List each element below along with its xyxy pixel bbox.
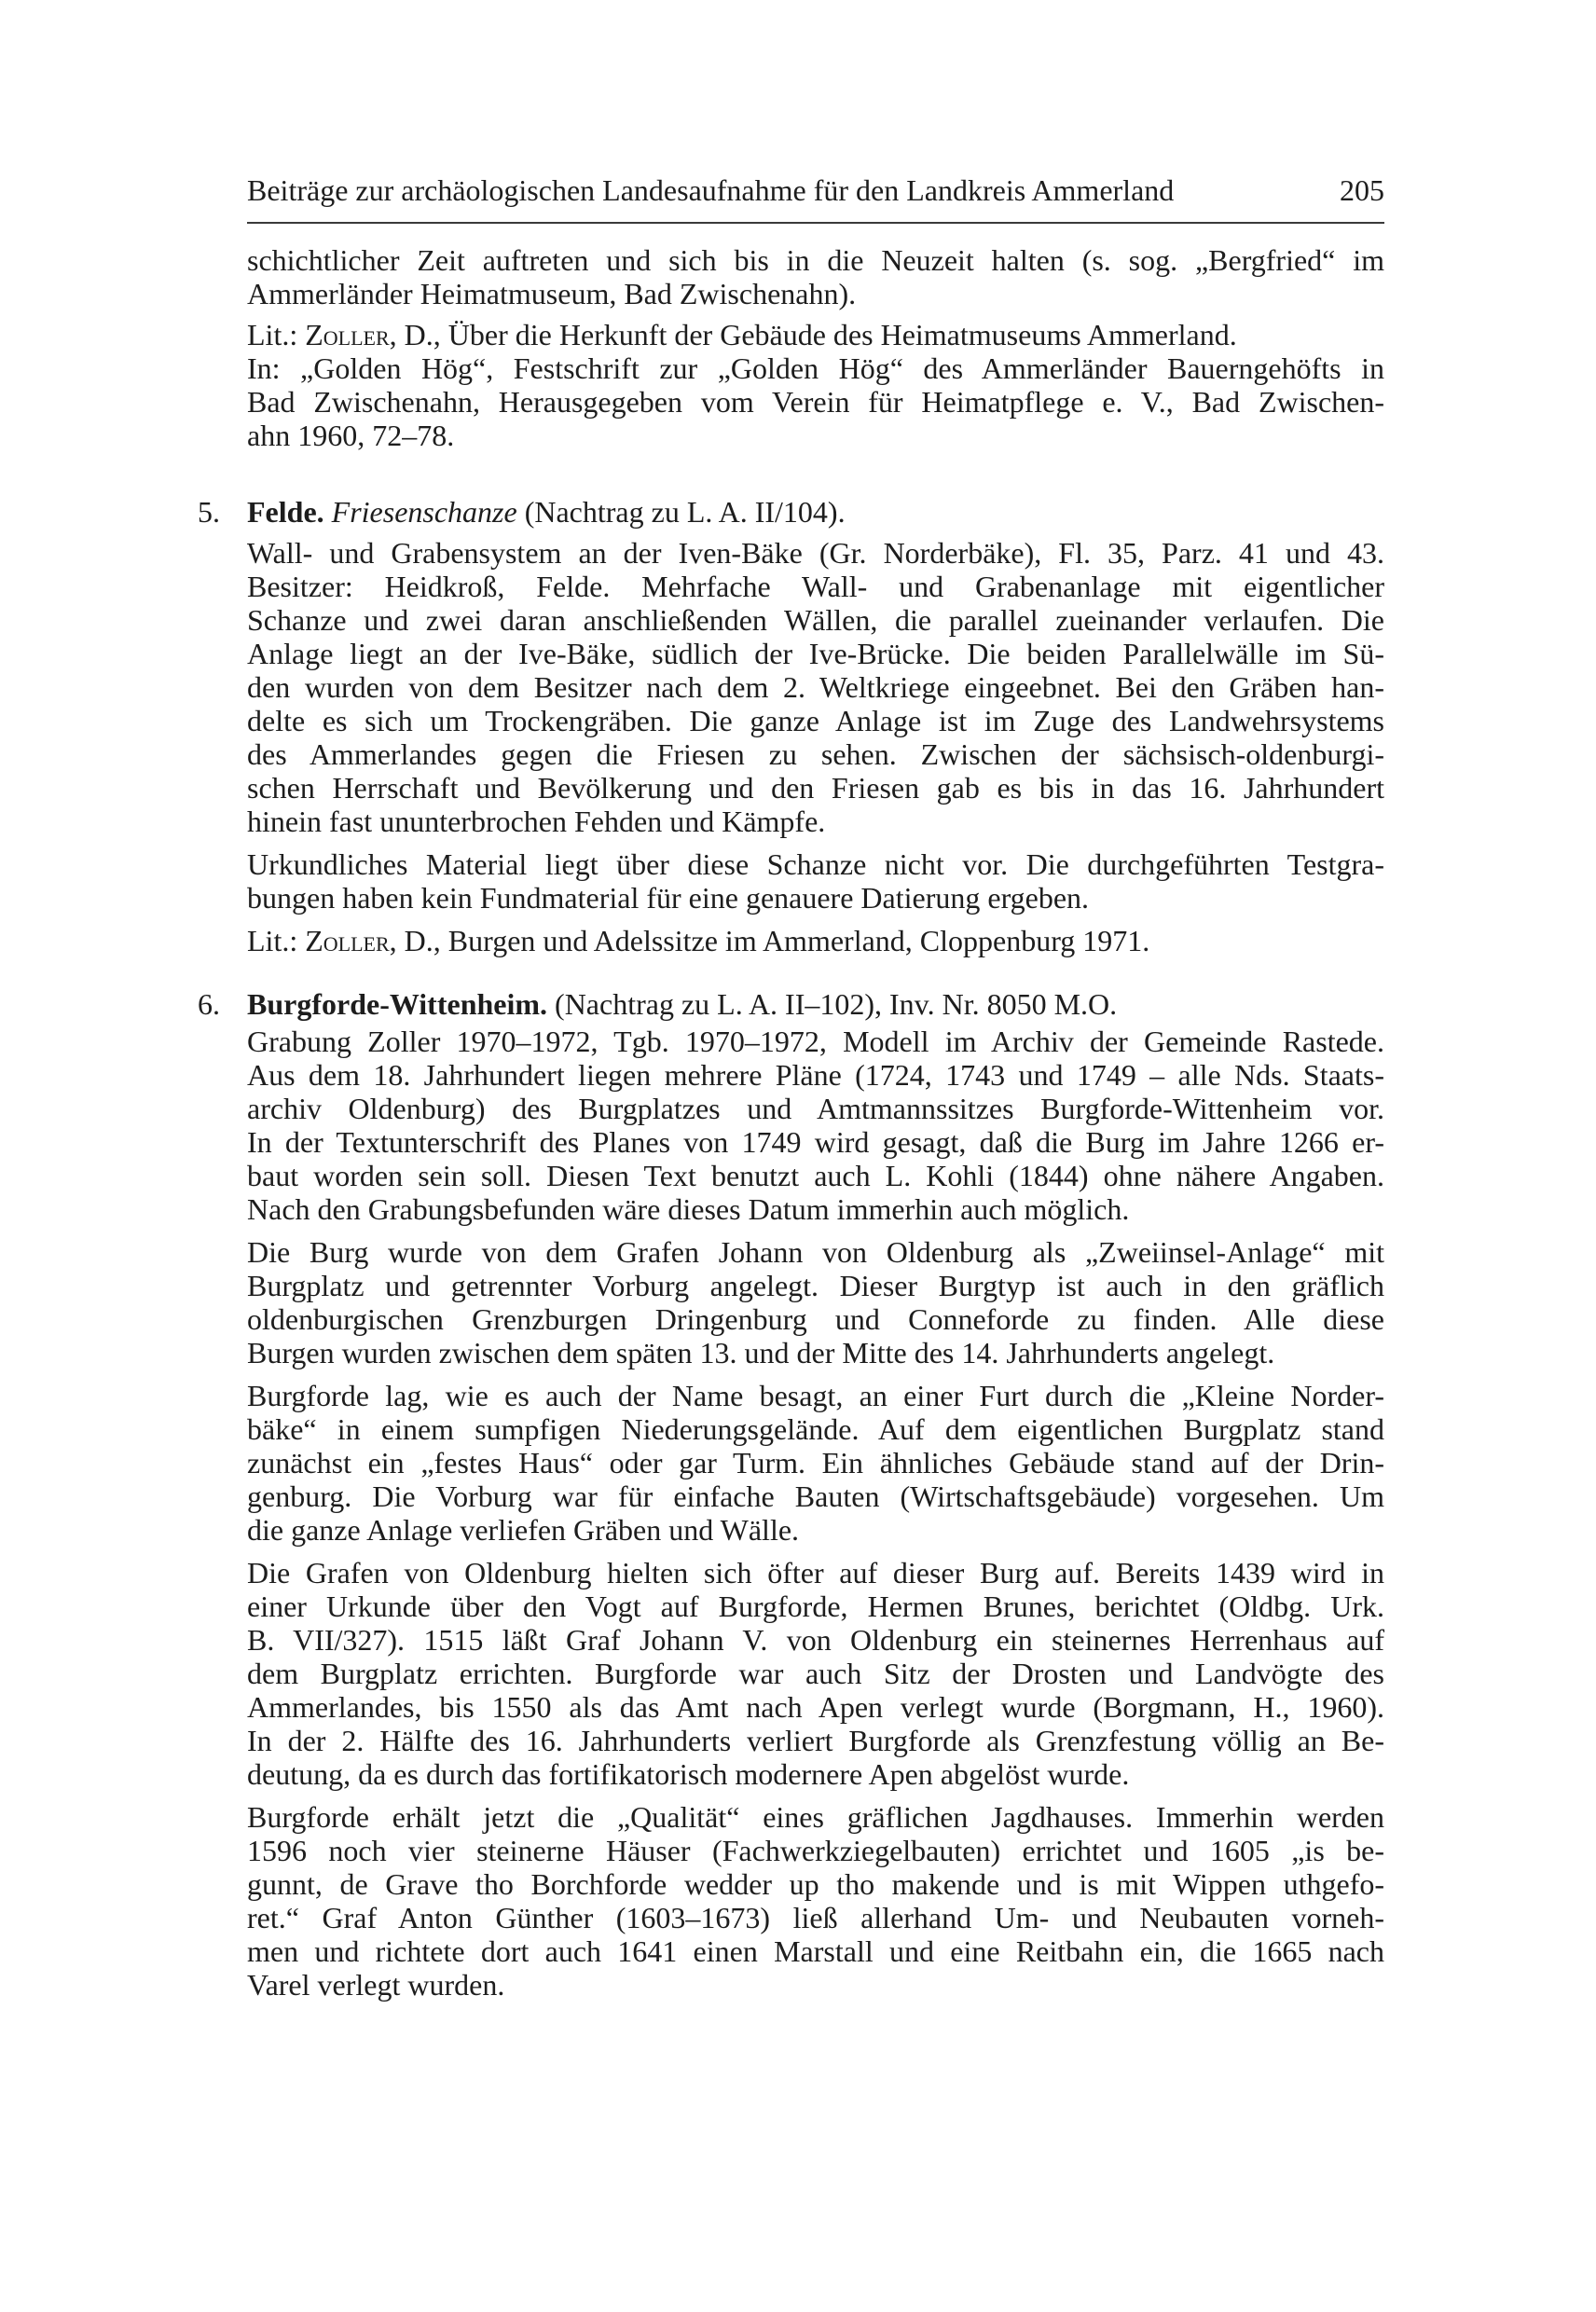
literature-line: Lit.: Zoller, D., Burgen und Adelssitze im Ammerland, Cloppenburg 1971. xyxy=(247,924,1150,957)
text-line: einer Urkunde über den Vogt auf Burgforde, Hermen Brunes, berichtet (Oldbg. Urk. xyxy=(247,1590,1384,1623)
text-line: schen Herrschaft und Bevölkerung und den Friesen gab es bis in das 16. Jahrhundert xyxy=(247,771,1384,805)
text-line: Nach den Grabungsbefunden wäre dieses Datum immerhin auch möglich. xyxy=(247,1192,1130,1226)
running-header xyxy=(247,172,1384,209)
text-line: delte es sich um Trockengräben. Die ganze Anlage ist im Zuge des Landwehrsystems xyxy=(247,704,1384,737)
text-line: 1596 noch vier steinerne Häuser (Fachwerkziegelbauten) errichtet und 1605 „is be- xyxy=(247,1834,1384,1867)
literature-line: ahn 1960, 72–78. xyxy=(247,419,455,452)
text-line: In der Textunterschrift des Planes von 1749 wird gesagt, daß die Burg im Jahre 1266 er- xyxy=(247,1125,1384,1159)
text-line: hinein fast ununterbrochen Fehden und Kämpfe. xyxy=(247,805,826,838)
text-line: bäke“ in einem sumpfigen Niederungsgelände. Auf dem eigentlichen Burgplatz stand xyxy=(247,1412,1384,1446)
literature-line: Bad Zwischenahn, Herausgegeben vom Verein für Heimatpflege e. V., Bad Zwischen- xyxy=(247,385,1384,419)
text-line: Ammerländer Heimatmuseum, Bad Zwischenahn). xyxy=(247,277,857,310)
entry-number: 6. xyxy=(198,987,220,1021)
author-name: Zoller xyxy=(305,318,390,351)
text-line: In der 2. Hälfte des 16. Jahrhunderts verliert Burgforde als Grenzfestung völlig an Be- xyxy=(247,1724,1384,1757)
entry-place: Felde. xyxy=(247,495,324,529)
text-line: gunnt, de Grave tho Borchforde wedder up tho makende und is mit Wippen uthgefo- xyxy=(247,1867,1384,1901)
text-line: Aus dem 18. Jahrhundert liegen mehrere Pläne (1724, 1743 und 1749 – alle Nds. Staats- xyxy=(247,1058,1384,1092)
text-line: schichtlicher Zeit auftreten und sich bis in die Neuzeit halten (s. sog. „Bergfried“ im xyxy=(247,243,1384,277)
running-header-title: Beiträge zur archäologischen Landesaufnahme für den Landkreis Ammerland xyxy=(247,173,1175,207)
entry-number: 5. xyxy=(198,495,220,529)
text-line: Die Burg wurde von dem Grafen Johann von Oldenburg als „Zweiinsel-Anlage“ mit xyxy=(247,1235,1384,1269)
text-line: deutung, da es durch das fortifikatorisch modernere Apen abgelöst wurde. xyxy=(247,1757,1130,1791)
text-line: oldenburgischen Grenzburgen Dringenburg und Conneforde zu finden. Alle diese xyxy=(247,1302,1384,1336)
entry-place: Burgforde-Wittenheim. xyxy=(247,987,548,1021)
text-line: Burgen wurden zwischen dem späten 13. und der Mitte des 14. Jahrhunderts angelegt. xyxy=(247,1336,1275,1369)
text-line: archiv Oldenburg) des Burgplatzes und Amtmannssitzes Burgforde-Wittenheim vor. xyxy=(247,1092,1384,1125)
text-line: genburg. Die Vorburg war für einfache Bauten (Wirtschaftsgebäude) vorgesehen. Um xyxy=(247,1479,1384,1513)
text-line: Die Grafen von Oldenburg hielten sich öfter auf dieser Burg auf. Bereits 1439 wird in xyxy=(247,1556,1384,1590)
entry-heading: Felde. Friesenschanze (Nachtrag zu L. A. II/104). xyxy=(247,495,846,529)
text-line: baut worden sein soll. Diesen Text benutzt auch L. Kohli (1844) ohne nähere Angaben. xyxy=(247,1159,1384,1192)
text-line: ret.“ Graf Anton Günther (1603–1673) ließ allerhand Um- und Neubauten vorneh- xyxy=(247,1901,1384,1934)
literature-line: Lit.: Zoller, D., Über die Herkunft der Gebäude des Heimatmuseums Ammerland. xyxy=(247,318,1237,351)
author-name: Zoller xyxy=(305,924,390,957)
page-number: 205 xyxy=(1340,173,1384,207)
text-line: den wurden von dem Besitzer nach dem 2. Weltkriege eingeebnet. Bei den Gräben han- xyxy=(247,670,1384,704)
text-line: Burgforde lag, wie es auch der Name besagt, an einer Furt durch die „Kleine Norder- xyxy=(247,1379,1384,1412)
text-line: des Ammerlandes gegen die Friesen zu sehen. Zwischen der sächsisch-oldenburgi- xyxy=(247,737,1384,771)
text-line: Schanze und zwei daran anschließenden Wällen, die parallel zueinander verlaufen. Die xyxy=(247,603,1384,637)
text-line: zunächst ein „festes Haus“ oder gar Turm. Ein ähnliches Gebäude stand auf der Drin- xyxy=(247,1446,1384,1479)
text-line: Wall- und Grabensystem an der Iven-Bäke (Gr. Norderbäke), Fl. 35, Parz. 41 und 43. xyxy=(247,536,1384,570)
text-line: Anlage liegt an der Ive-Bäke, südlich der Ive-Brücke. Die beiden Parallelwälle im Sü- xyxy=(247,637,1384,670)
text-line: die ganze Anlage verliefen Gräben und Wälle. xyxy=(247,1513,800,1547)
text-line: Ammerlandes, bis 1550 als das Amt nach Apen verlegt wurde (Borgmann, H., 1960). xyxy=(247,1690,1384,1724)
header-rule xyxy=(247,222,1384,224)
text-line: Urkundliches Material liegt über diese Schanze nicht vor. Die durchgeführten Testgra- xyxy=(247,847,1384,881)
text-line: Burgplatz und getrennter Vorburg angelegt. Dieser Burgtyp ist auch in den gräflich xyxy=(247,1269,1384,1302)
text-line: bungen haben kein Fundmaterial für eine genauere Datierung ergeben. xyxy=(247,881,1090,915)
entry-heading: Burgforde-Wittenheim. (Nachtrag zu L. A. II–102), Inv. Nr. 8050 M.O. xyxy=(247,987,1118,1021)
text-line: Burgforde erhält jetzt die „Qualität“ eines gräflichen Jagdhauses. Immerhin werden xyxy=(247,1800,1384,1834)
text-line: B. VII/327). 1515 läßt Graf Johann V. von Oldenburg ein steinernes Herrenhaus auf xyxy=(247,1623,1384,1657)
literature-line: In: „Golden Hög“, Festschrift zur „Golden Hög“ des Ammerländer Bauerngehöfts in xyxy=(247,351,1384,385)
text-line: dem Burgplatz errichten. Burgforde war auch Sitz der Drosten und Landvögte des xyxy=(247,1657,1384,1690)
text-line: Besitzer: Heidkroß, Felde. Mehrfache Wall- und Grabenanlage mit eigentlicher xyxy=(247,570,1384,603)
text-line: men und richtete dort auch 1641 einen Marstall und eine Reitbahn ein, die 1665 nach xyxy=(247,1934,1384,1968)
text-line: Varel verlegt wurden. xyxy=(247,1968,505,2002)
text-line: Grabung Zoller 1970–1972, Tgb. 1970–1972, Modell im Archiv der Gemeinde Rastede. xyxy=(247,1025,1384,1058)
entry-site: Friesenschanze xyxy=(331,495,517,529)
